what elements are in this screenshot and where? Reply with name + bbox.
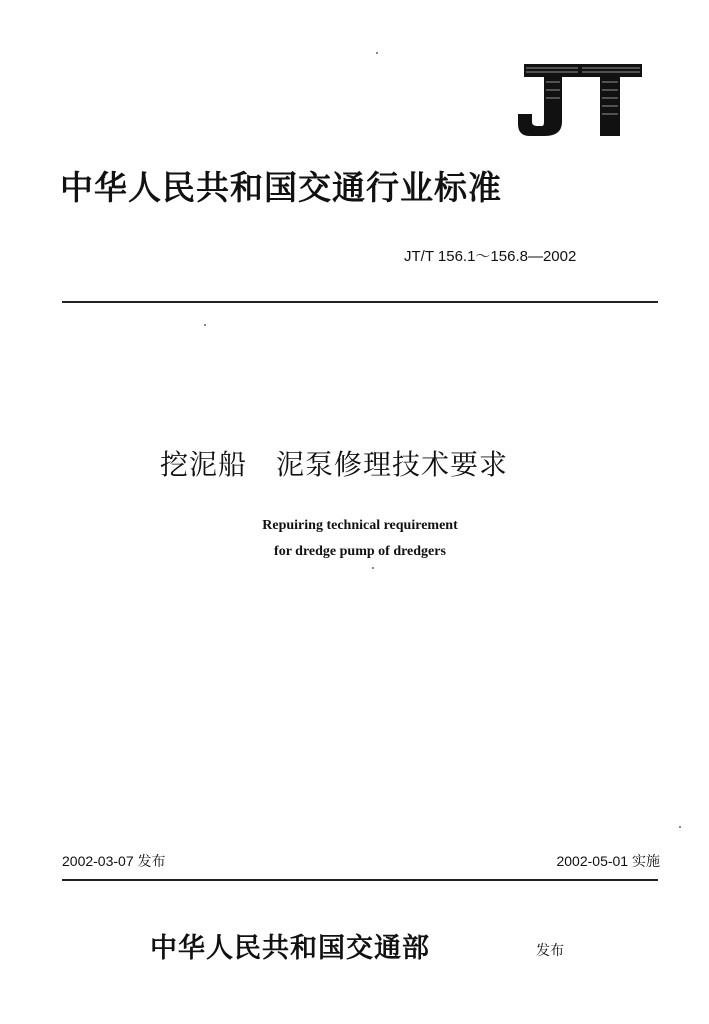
- document-title-zh: 挖泥船 泥泵修理技术要求: [160, 448, 509, 481]
- implementation-date: 2002-05-01 实施: [556, 853, 660, 869]
- top-divider: [62, 301, 658, 303]
- jt-logo: [516, 62, 646, 138]
- standard-type-heading: 中华人民共和国交通行业标准: [60, 168, 502, 207]
- issuing-authority: 中华人民共和国交通部: [150, 933, 430, 964]
- document-title-en: [200, 513, 520, 565]
- standard-number: JT/T 156.1～156.8—2002: [404, 248, 577, 265]
- issuing-action: 发布: [536, 943, 564, 959]
- scan-speck: [204, 324, 206, 326]
- scan-speck: [376, 52, 378, 54]
- title-en-line-1: Repuiring technical requirement: [262, 518, 458, 533]
- scan-speck: [679, 826, 681, 828]
- issue-date: 2002-03-07 发布: [62, 853, 166, 869]
- jt-logo-graphic: [516, 62, 646, 138]
- scan-speck: [372, 567, 374, 569]
- title-en-line-2: for dredge pump of dredgers: [274, 544, 446, 559]
- bottom-divider: [62, 879, 658, 881]
